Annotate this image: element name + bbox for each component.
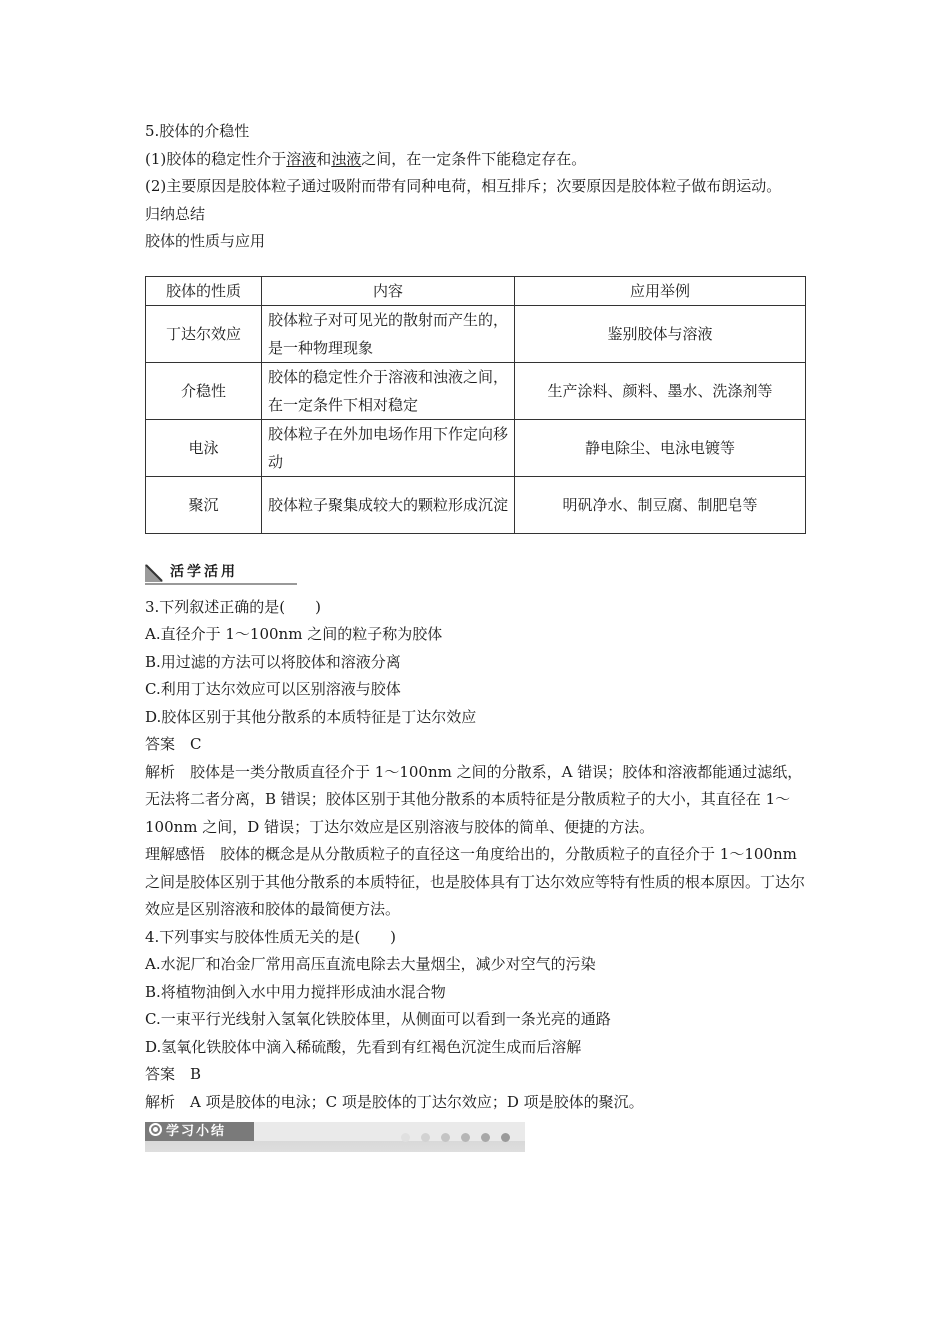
option-a: A.水泥厂和冶金厂常用高压直流电除去大量烟尘，减少对空气的污染 — [145, 955, 596, 973]
option-d: D.氢氧化铁胶体中滴入稀硫酸，先看到有红褐色沉淀生成而后溶解 — [145, 1037, 582, 1056]
table-cell-application: 明矾净水、制豆腐、制肥皂等 — [515, 476, 806, 533]
dot-icon — [441, 1133, 450, 1142]
table-cell-application: 生产涂料、颜料、墨水、洗涤剂等 — [515, 362, 806, 419]
answer: 答案 B — [145, 1065, 202, 1083]
table-cell-property: 介稳性 — [146, 362, 262, 419]
target-circle-icon — [149, 1123, 162, 1136]
dot-icon — [481, 1133, 490, 1142]
study-summary-title: 学习小结 — [166, 1124, 227, 1139]
document-page — [145, 118, 810, 1152]
answer: 答案 C — [145, 735, 202, 753]
table-row — [146, 419, 806, 476]
underlined-term-solution: 溶液 — [286, 149, 317, 168]
option-a: A.直径介于 1～100nm 之间的粒子称为胶体 — [145, 625, 443, 643]
option-d: D.胶体区别于其他分散系的本质特征是丁达尔效应 — [145, 707, 477, 726]
question-stem: 4.下列事实与胶体性质无关的是( ) — [145, 927, 397, 946]
study-summary-head — [145, 1122, 254, 1141]
section-5-title: 5.胶体的介稳性 — [145, 122, 250, 140]
option-c: C.利用丁达尔效应可以区别溶液与胶体 — [145, 680, 401, 698]
table-cell-application: 静电除尘、电泳电镀等 — [515, 419, 806, 476]
dot-icon — [421, 1133, 430, 1142]
practice-banner-title: 活学活用 — [170, 563, 238, 580]
question-3 — [145, 594, 810, 924]
table-cell-content: 胶体的稳定性介于溶液和浊液之间，在一定条件下相对稳定 — [262, 362, 515, 419]
table-header-row — [146, 276, 806, 305]
table-header-cell: 胶体的性质 — [146, 276, 262, 305]
study-summary-banner — [145, 1122, 525, 1152]
dot-icon — [461, 1133, 470, 1142]
colloid-properties-table — [145, 276, 806, 534]
insight: 理解感悟 胶体的概念是从分散质粒子的直径这一角度给出的，分散质粒子的直径介于 1～100nm 之间是胶体区别于其他分散系的本质特征，也是胶体具有丁达尔效应等特有性质的根本原因。丁达尔效应是区别溶液和胶体的最简便方法。 — [145, 845, 806, 918]
section-5-point-1: (1)胶体的稳定性介于溶液和浊液之间，在一定条件下能稳定存在。 — [145, 149, 587, 168]
table-cell-application: 鉴别胶体与溶液 — [515, 305, 806, 362]
table-cell-property: 电泳 — [146, 419, 262, 476]
dot-icon — [501, 1133, 510, 1142]
dot-icon — [401, 1133, 410, 1142]
table-header-cell: 应用举例 — [515, 276, 806, 305]
option-b: B.将植物油倒入水中用力搅拌形成油水混合物 — [145, 982, 446, 1001]
table-cell-content: 胶体粒子对可见光的散射而产生的，是一种物理现象 — [262, 305, 515, 362]
diagonal-triangle-icon — [145, 564, 163, 582]
summary-heading: 归纳总结 — [145, 204, 206, 223]
option-b: B.用过滤的方法可以将胶体和溶液分离 — [145, 652, 401, 671]
table-header-cell: 内容 — [262, 276, 515, 305]
practice-banner — [145, 562, 297, 586]
decorative-dots — [401, 1127, 521, 1146]
table-cell-property: 丁达尔效应 — [146, 305, 262, 362]
banner-divider — [145, 583, 297, 585]
analysis: 解析 胶体是一类分散质直径介于 1～100nm 之间的分散系，A 错误；胶体和溶液都能通过滤纸，无法将二者分离，B 错误；胶体区别于其他分散系的本质特征是分散质粒子的大小，其直径在 1～100nm 之间，D 错误；丁达尔效应是区别溶液与胶体的简单、便捷的方法。 — [145, 762, 803, 836]
table-cell-property: 聚沉 — [146, 476, 262, 533]
section-5-point-2: (2)主要原因是胶体粒子通过吸附而带有同种电荷，相互排斥；次要原因是胶体粒子做布朗运动。 — [145, 177, 782, 195]
table-row — [146, 305, 806, 362]
analysis: 解析 A 项是胶体的电泳；C 项是胶体的丁达尔效应；D 项是胶体的聚沉。 — [145, 1092, 644, 1111]
table-cell-content: 胶体粒子聚集成较大的颗粒形成沉淀 — [262, 476, 515, 533]
table-row — [146, 476, 806, 533]
option-c: C.一束平行光线射入氢氧化铁胶体里，从侧面可以看到一条光亮的通路 — [145, 1010, 611, 1028]
underlined-term-suspension: 浊液 — [331, 149, 362, 168]
question-4 — [145, 924, 810, 1117]
question-stem: 3.下列叙述正确的是( ) — [145, 597, 322, 616]
table-row — [146, 362, 806, 419]
table-cell-content: 胶体粒子在外加电场作用下作定向移动 — [262, 419, 515, 476]
summary-subheading: 胶体的性质与应用 — [145, 232, 266, 250]
